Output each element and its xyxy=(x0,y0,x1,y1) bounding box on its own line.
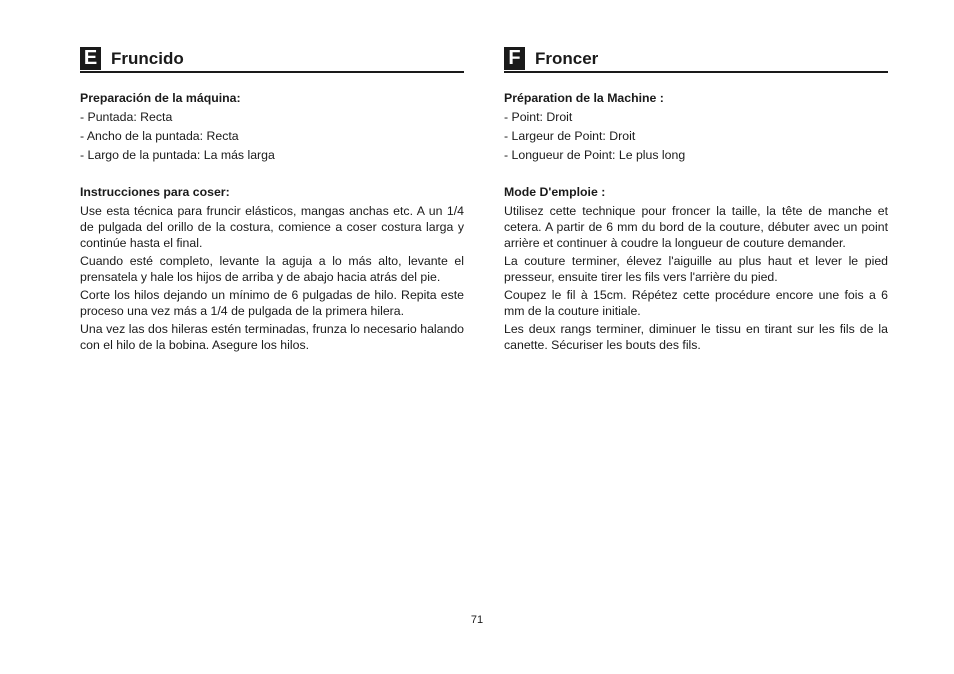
prep-list xyxy=(504,109,888,163)
spanish-column xyxy=(80,46,464,355)
language-badge-f: F xyxy=(504,47,525,70)
spanish-header xyxy=(80,46,464,73)
list-item: - Puntada: Recta xyxy=(80,110,173,124)
list-item: - Ancho de la puntada: Recta xyxy=(80,129,239,143)
paragraph: Les deux rangs terminer, diminuer le tissu en tirant sur les fils de la canette. Sécuriser les bouts des fils. xyxy=(504,322,888,352)
french-column xyxy=(504,46,888,355)
paragraph: Una vez las dos hileras estén terminadas, frunza lo necesario halando con el hilo de la bobina. Asegure los hilos. xyxy=(80,322,464,352)
paragraph: Use esta técnica para fruncir elásticos, mangas anchas etc. A un 1/4 de pulgada del orillo de la costura, comience a coser costura larga y continúe hasta el final. xyxy=(80,204,464,250)
prep-heading: Préparation de la Machine : xyxy=(504,91,664,105)
paragraph: La couture terminer, élevez l'aiguille au plus haut et lever le pied presseur, ensuite tirer les fils vers l'arrière du pied. xyxy=(504,254,888,284)
paragraph: Cuando esté completo, levante la aguja a lo más alto, levante el prensatela y hale los hijos de arriba y de abajo hacia atrás del pie. xyxy=(80,254,464,284)
paragraph: Coupez le fil à 15cm. Répétez cette procédure encore une fois a 6 mm de la couture initiale. xyxy=(504,288,888,318)
list-item: - Largeur de Point: Droit xyxy=(504,129,636,143)
paragraph: Utilisez cette technique pour froncer la taille, la tête de manche et cetera. A partir de 6 mm du bord de la couture, débuter avec un point arrière et continuer à coudre la longueur de couture demander. xyxy=(504,204,888,250)
list-item: - Largo de la puntada: La más larga xyxy=(80,148,275,162)
list-item: - Longueur de Point: Le plus long xyxy=(504,148,686,162)
french-header xyxy=(504,46,888,73)
section-title-froncer: Froncer xyxy=(535,48,599,68)
instructions-heading: Mode D'emploie : xyxy=(504,185,606,199)
section-title-fruncido: Fruncido xyxy=(111,48,184,68)
page-number: 71 xyxy=(470,614,484,626)
language-badge-e: E xyxy=(80,47,101,70)
instructions-heading: Instrucciones para coser: xyxy=(80,185,230,199)
list-item: - Point: Droit xyxy=(504,110,573,124)
paragraph: Corte los hilos dejando un mínimo de 6 pulgadas de hilo. Repita este proceso una vez más a 1/4 de pulgada de la primera hilera. xyxy=(80,288,464,318)
prep-heading: Preparación de la máquina: xyxy=(80,91,241,105)
prep-list xyxy=(80,109,464,163)
